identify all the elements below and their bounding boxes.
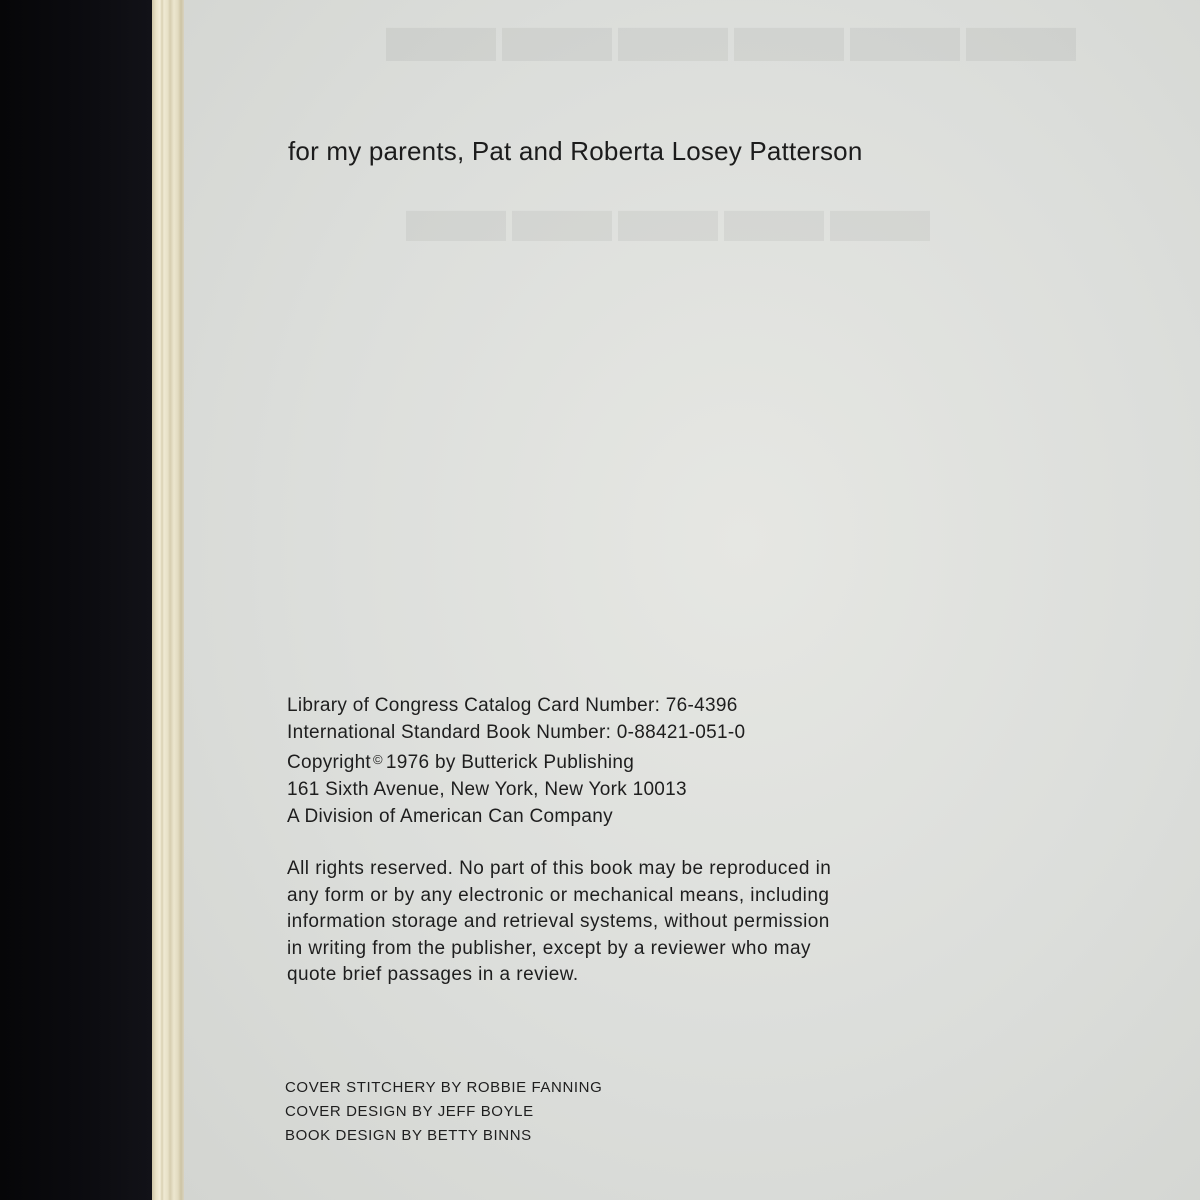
rights-line: in writing from the publisher, except by a reviewer who may	[287, 937, 811, 959]
credit-cover-stitchery: COVER STITCHERY BY ROBBIE FANNING	[285, 1079, 603, 1096]
credit-cover-design: COVER DESIGN BY JEFF BOYLE	[285, 1103, 534, 1120]
rights-line: information storage and retrieval systems, without permission	[287, 911, 830, 932]
catalog-card-number: Library of Congress Catalog Card Number: 76-4396	[287, 695, 738, 716]
show-through-text	[380, 0, 1076, 87]
dark-background	[0, 0, 152, 1200]
copyright-symbol: ©	[373, 752, 383, 767]
copyright-block	[287, 692, 745, 830]
dedication: for my parents, Pat and Roberta Losey Patterson	[288, 136, 863, 166]
rights-line: quote brief passages in a review.	[287, 964, 579, 985]
copyright-line	[287, 746, 745, 776]
rights-notice	[287, 856, 927, 989]
page-edges	[152, 0, 184, 1200]
copyright-rest: 1976 by Butterick Publishing	[385, 752, 635, 773]
isbn: International Standard Book Number: 0-88421-051-0	[287, 722, 746, 743]
rights-line: any form or by any electronic or mechanical means, including	[287, 884, 830, 906]
rights-line: All rights reserved. No part of this book may be reproduced in	[287, 858, 832, 879]
copyright-prefix: Copyright	[287, 752, 372, 773]
credit-book-design: BOOK DESIGN BY BETTY BINNS	[285, 1127, 532, 1144]
publisher-division: A Division of American Can Company	[287, 806, 613, 827]
publisher-address: 161 Sixth Avenue, New York, New York 10013	[287, 779, 687, 800]
credits	[285, 1076, 602, 1148]
show-through-text	[400, 150, 930, 265]
